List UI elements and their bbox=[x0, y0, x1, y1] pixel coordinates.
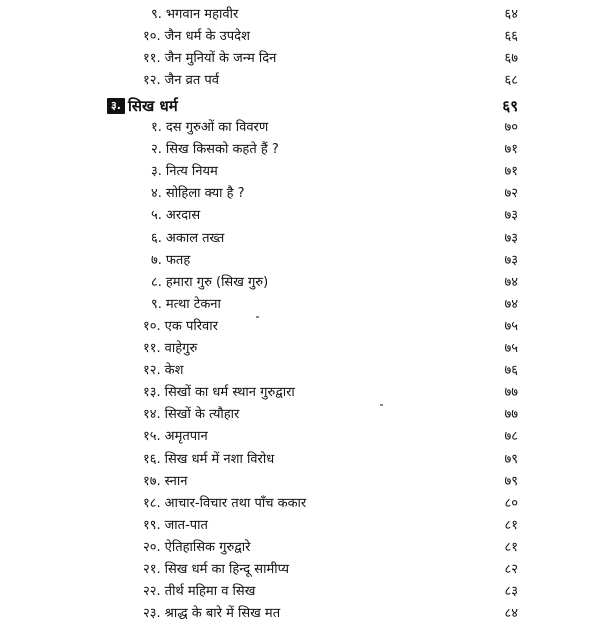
item-page: ८१ bbox=[504, 517, 518, 533]
item-label bbox=[143, 48, 276, 70]
item-number: १४. bbox=[143, 407, 161, 423]
item-label bbox=[151, 183, 245, 205]
item-page: ७२ bbox=[504, 186, 518, 202]
item-title: श्राद्ध के बारे में सिख मत bbox=[164, 606, 281, 622]
list-item bbox=[0, 404, 600, 426]
item-title: दस गुरुओं का विवरण bbox=[165, 120, 269, 135]
item-label bbox=[143, 316, 218, 338]
item-label bbox=[143, 382, 295, 404]
item-page: ७३ bbox=[504, 252, 518, 268]
item-page: ८२ bbox=[504, 562, 518, 577]
item-label bbox=[143, 603, 280, 625]
item-label bbox=[151, 250, 190, 272]
item-title: एक परिवार bbox=[164, 318, 218, 334]
list-item bbox=[0, 360, 600, 382]
item-number: २. bbox=[151, 142, 162, 158]
item-label bbox=[143, 515, 208, 537]
list-item bbox=[0, 382, 600, 404]
section-heading bbox=[0, 95, 600, 117]
item-label bbox=[143, 426, 208, 448]
item-label bbox=[143, 404, 239, 426]
item-number: ५. bbox=[151, 208, 162, 224]
list-item bbox=[0, 183, 600, 205]
item-page: ७५ bbox=[504, 341, 518, 356]
item-number: ६. bbox=[151, 230, 162, 246]
item-title: जैन धर्म के उपदेश bbox=[164, 29, 250, 44]
item-title: जैन मुनियों के जन्म दिन bbox=[164, 51, 277, 66]
item-number: १५. bbox=[143, 429, 161, 445]
item-number: १७. bbox=[143, 473, 161, 489]
item-page: ८३ bbox=[504, 584, 518, 600]
item-number: ९. bbox=[151, 296, 162, 312]
item-label bbox=[151, 205, 200, 227]
list-item bbox=[0, 139, 600, 161]
list-item bbox=[0, 316, 600, 338]
item-title: केश bbox=[164, 363, 184, 379]
section-page: ६९ bbox=[502, 97, 518, 115]
item-page: ७९ bbox=[504, 451, 518, 467]
item-title: अरदास bbox=[165, 208, 201, 224]
list-item bbox=[0, 48, 600, 70]
list-item bbox=[0, 603, 600, 625]
item-page: ७१ bbox=[504, 164, 518, 180]
item-page: ६८ bbox=[504, 73, 518, 88]
list-item bbox=[0, 4, 600, 26]
item-label bbox=[143, 26, 250, 48]
item-label bbox=[151, 4, 238, 26]
list-item bbox=[0, 272, 600, 294]
item-page: ७७ bbox=[504, 407, 518, 423]
item-label bbox=[151, 139, 279, 161]
item-title: स्नान bbox=[164, 473, 188, 489]
item-title: सिख धर्म में नशा विरोध bbox=[164, 451, 275, 467]
item-title: हमारा गुरु (सिख गुरु) bbox=[165, 274, 269, 290]
item-title: आचार-विचार तथा पाँच ककार bbox=[164, 495, 307, 511]
item-label bbox=[151, 228, 224, 250]
item-title: ऐतिहासिक गुरुद्वारे bbox=[164, 539, 251, 555]
list-item bbox=[0, 26, 600, 48]
item-label bbox=[143, 559, 289, 581]
item-label bbox=[143, 338, 197, 360]
item-number: १२. bbox=[143, 73, 161, 88]
item-page: ६७ bbox=[504, 51, 518, 66]
section-title: सिख धर्म bbox=[128, 97, 178, 115]
item-number: ३. bbox=[151, 164, 162, 180]
item-page: ७० bbox=[504, 120, 518, 135]
item-title: नित्य नियम bbox=[165, 164, 218, 180]
item-label bbox=[151, 161, 218, 183]
item-number: २०. bbox=[143, 539, 161, 555]
item-page: ७४ bbox=[504, 274, 518, 290]
list-item bbox=[0, 449, 600, 471]
list-item bbox=[0, 250, 600, 272]
item-number: ११. bbox=[143, 51, 161, 66]
print-speck bbox=[256, 316, 259, 318]
item-number: २१. bbox=[143, 562, 161, 577]
item-label bbox=[143, 70, 219, 92]
item-page: ७३ bbox=[504, 230, 518, 246]
item-number: ७. bbox=[151, 252, 162, 268]
item-title: सिख किसको कहते हैं ? bbox=[165, 142, 279, 158]
item-title: सिखों का धर्म स्थान गुरुद्वारा bbox=[164, 385, 295, 401]
item-page: ६६ bbox=[504, 29, 518, 44]
item-label bbox=[143, 537, 250, 559]
item-number: १३. bbox=[143, 385, 161, 401]
list-item bbox=[0, 228, 600, 250]
item-title: वाहेगुरु bbox=[164, 341, 198, 356]
item-label bbox=[143, 360, 183, 382]
item-page: ७१ bbox=[504, 142, 518, 158]
list-item bbox=[0, 294, 600, 316]
item-title: भगवान महावीर bbox=[165, 7, 239, 22]
list-item bbox=[0, 537, 600, 559]
print-speck bbox=[380, 404, 383, 406]
section-number-badge: ३. bbox=[107, 98, 125, 114]
list-item bbox=[0, 70, 600, 92]
item-number: १२. bbox=[143, 363, 161, 379]
list-item bbox=[0, 338, 600, 360]
item-label bbox=[143, 449, 274, 471]
list-item bbox=[0, 471, 600, 493]
item-number: १८. bbox=[143, 495, 161, 511]
item-page: ७४ bbox=[504, 296, 518, 312]
item-title: फतह bbox=[165, 252, 191, 268]
item-number: १०. bbox=[143, 318, 161, 334]
list-item bbox=[0, 493, 600, 515]
item-number: ९. bbox=[151, 7, 162, 22]
item-page: ७५ bbox=[504, 318, 518, 334]
item-label bbox=[151, 272, 268, 294]
item-number: २२. bbox=[143, 584, 161, 600]
item-title: सिख धर्म का हिन्दू सामीप्य bbox=[164, 562, 290, 577]
item-title: सिखों के त्यौहार bbox=[164, 407, 240, 423]
item-number: ८. bbox=[151, 274, 162, 290]
item-page: ७८ bbox=[504, 429, 518, 445]
list-item bbox=[0, 426, 600, 448]
item-number: १६. bbox=[143, 451, 161, 467]
item-title: अकाल तख्त bbox=[165, 230, 225, 246]
item-title: मत्था टेकना bbox=[165, 296, 221, 312]
item-page: ७९ bbox=[504, 473, 518, 489]
item-title: जैन व्रत पर्व bbox=[164, 73, 220, 88]
item-label bbox=[151, 117, 268, 139]
list-item bbox=[0, 559, 600, 581]
item-number: १९. bbox=[143, 517, 161, 533]
list-item bbox=[0, 161, 600, 183]
item-page: ७३ bbox=[504, 208, 518, 224]
item-page: ७६ bbox=[504, 363, 518, 379]
item-page: ८० bbox=[504, 495, 518, 511]
item-label bbox=[151, 294, 221, 316]
list-item bbox=[0, 205, 600, 227]
item-title: अमृतपान bbox=[164, 429, 208, 445]
item-number: ४. bbox=[151, 186, 162, 202]
item-page: ७७ bbox=[504, 385, 518, 401]
item-number: २३. bbox=[143, 606, 161, 622]
item-title: तीर्थ महिमा व सिख bbox=[164, 584, 256, 600]
list-item bbox=[0, 515, 600, 537]
item-number: १०. bbox=[143, 29, 161, 44]
item-number: १. bbox=[151, 120, 162, 135]
item-title: जात-पात bbox=[164, 517, 208, 533]
item-label bbox=[143, 493, 306, 515]
item-label bbox=[143, 471, 187, 493]
list-item bbox=[0, 117, 600, 139]
item-page: ६४ bbox=[504, 7, 518, 22]
item-page: ८४ bbox=[504, 606, 518, 622]
item-page: ८१ bbox=[504, 539, 518, 555]
item-number: ११. bbox=[143, 341, 161, 356]
item-title: सोहिला क्या है ? bbox=[165, 186, 245, 202]
